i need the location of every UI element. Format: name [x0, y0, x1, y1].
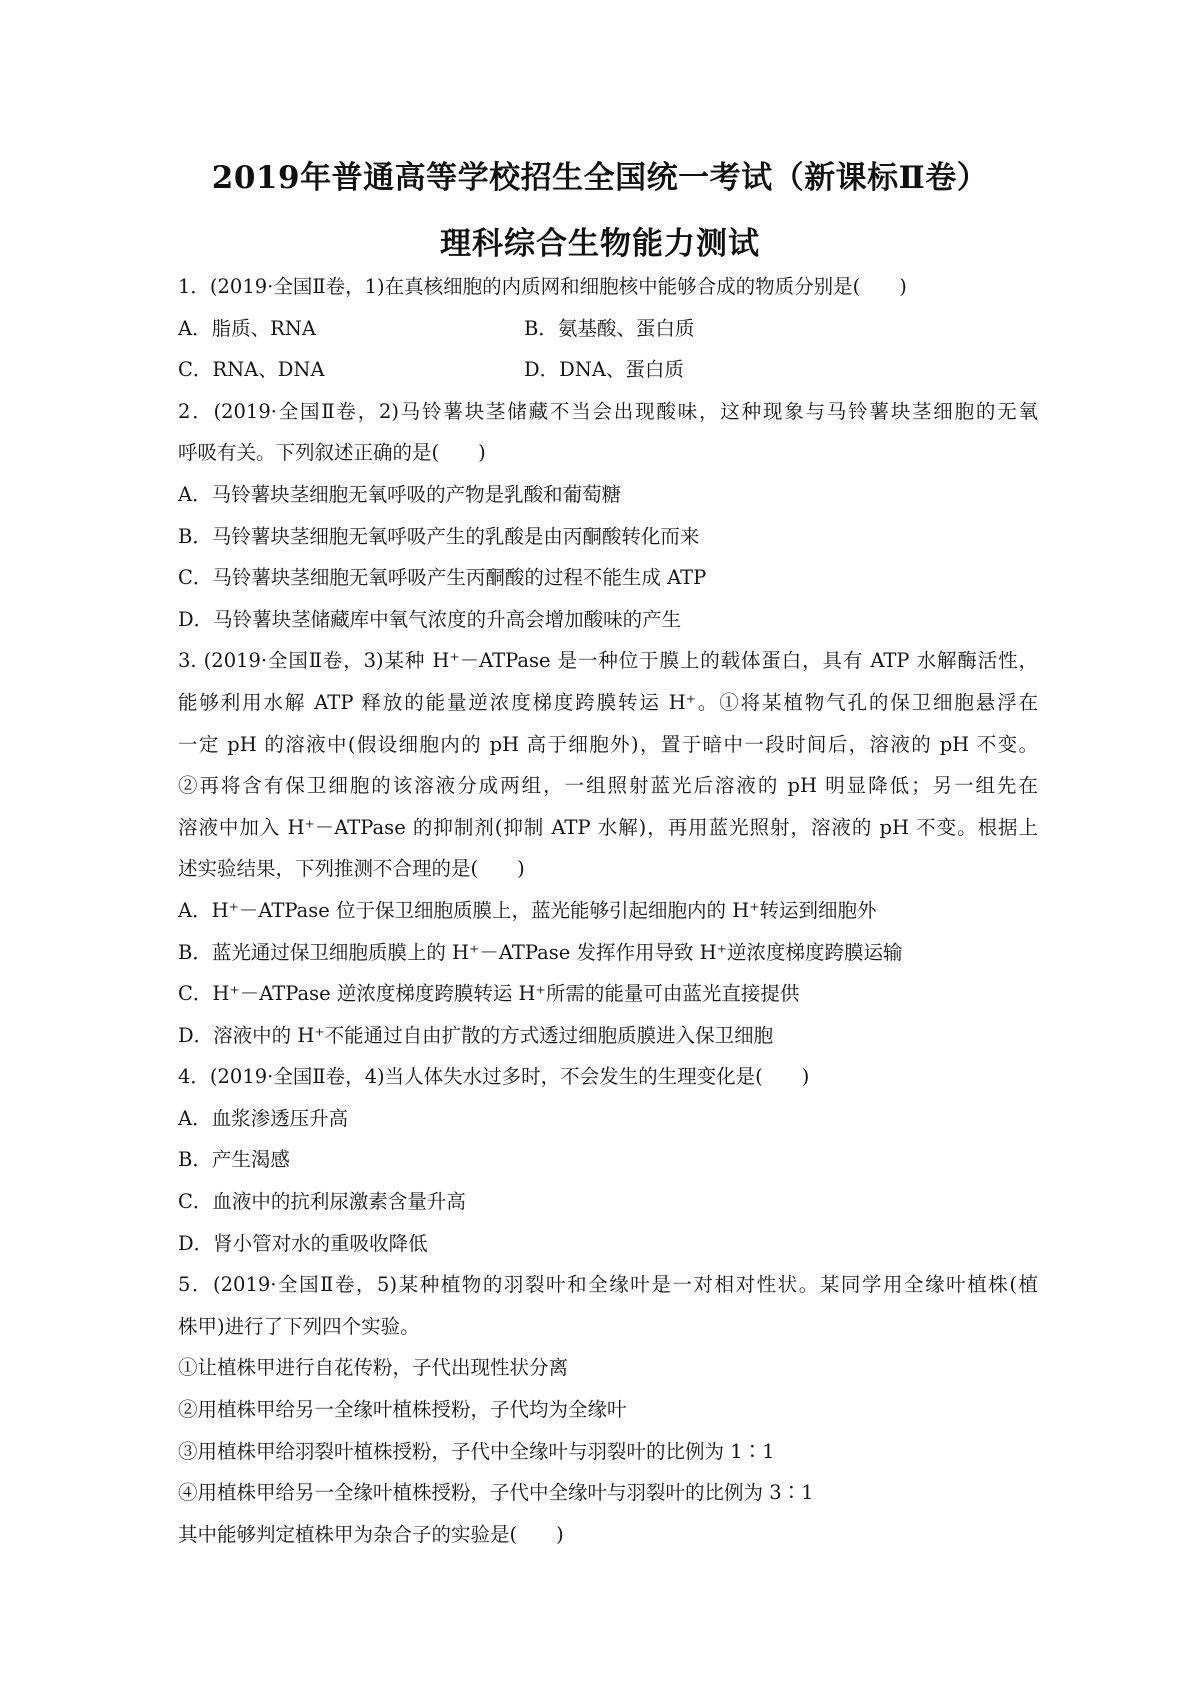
- q2-option-a: A．马铃薯块茎细胞无氧呼吸的产物是乳酸和葡萄糖: [178, 482, 622, 506]
- q2-option-d: D．马铃薯块茎储藏库中氧气浓度的升高会增加酸味的产生: [178, 607, 682, 631]
- q4-option-a: A．血浆渗透压升高: [178, 1106, 349, 1130]
- q5-stem-line-1: 5．(2019·全国Ⅱ卷，5)某种植物的羽裂叶和全缘叶是一对相对性状。某同学用全缘叶植株(植: [178, 1273, 1038, 1297]
- q4-stem: 4．(2019·全国Ⅱ卷，4)当人体失水过多时，不会发生的生理变化是( ): [178, 1065, 810, 1089]
- q5-experiment-1: ①让植株甲进行自花传粉，子代出现性状分离: [178, 1356, 569, 1380]
- q3-stem-line-4: ②再将含有保卫细胞的该溶液分成两组，一组照射蓝光后溶液的 pH 明显降低；另一组先在: [178, 774, 1038, 798]
- q1-option-c: C．RNA、DNA: [178, 358, 325, 382]
- q1-option-d: D．DNA、蛋白质: [524, 358, 684, 382]
- q4-option-c: C．血液中的抗利尿激素含量升高: [178, 1190, 466, 1214]
- q5-experiment-2: ②用植株甲给另一全缘叶植株授粉，子代均为全缘叶: [178, 1398, 627, 1422]
- q3-stem-line-3: 一定 pH 的溶液中(假设细胞内的 pH 高于细胞外)，置于暗中一段时间后，溶液的 pH 不变。: [178, 732, 1038, 756]
- q5-experiment-4: ④用植株甲给另一全缘叶植株授粉，子代中全缘叶与羽裂叶的比例为 3∶1: [178, 1481, 814, 1505]
- q4-option-b: B．产生渴感: [178, 1148, 290, 1172]
- q2-stem-line-2: 呼吸有关。下列叙述正确的是( ): [178, 441, 486, 465]
- q1-option-a: A．脂质、RNA: [178, 316, 316, 340]
- q4-option-d: D．肾小管对水的重吸收降低: [178, 1231, 428, 1255]
- q5-experiment-3: ③用植株甲给羽裂叶植株授粉，子代中全缘叶与羽裂叶的比例为 1∶1: [178, 1439, 775, 1463]
- exam-content: [178, 266, 1038, 1555]
- q5-stem-line-2: 株甲)进行了下列四个实验。: [178, 1314, 420, 1338]
- q3-option-c: C．H⁺－ATPase 逆浓度梯度跨膜转运 H⁺所需的能量可由蓝光直接提供: [178, 982, 800, 1006]
- q1-options-row-1: [178, 308, 1038, 350]
- q5-question: 其中能够判定植株甲为杂合子的实验是( ): [178, 1522, 564, 1546]
- q2-option-c: C．马铃薯块茎细胞无氧呼吸产生丙酮酸的过程不能生成 ATP: [178, 566, 707, 590]
- q3-stem-line-2: 能够利用水解 ATP 释放的能量逆浓度梯度跨膜转运 H⁺。①将某植物气孔的保卫细胞悬浮在: [178, 690, 1038, 714]
- q2-stem-line-1: 2．(2019·全国Ⅱ卷，2)马铃薯块茎储藏不当会出现酸味，这种现象与马铃薯块茎细胞的无氧: [178, 399, 1038, 423]
- q3-stem-line-5: 溶液中加入 H⁺－ATPase 的抑制剂(抑制 ATP 水解)，再用蓝光照射，溶液的 pH 不变。根据上: [178, 815, 1038, 839]
- exam-subtitle: 理科综合生物能力测试: [440, 226, 760, 262]
- q2-option-b: B．马铃薯块茎细胞无氧呼吸产生的乳酸是由丙酮酸转化而来: [178, 524, 700, 548]
- q1-option-b: B．氨基酸、蛋白质: [524, 316, 695, 340]
- q1-stem: 1．(2019·全国Ⅱ卷，1)在真核细胞的内质网和细胞核中能够合成的物质分别是( ): [178, 275, 907, 298]
- q3-stem-line-1: 3. (2019·全国Ⅱ卷，3)某种 H⁺－ATPase 是一种位于膜上的载体蛋白，具有 ATP 水解酶活性，: [178, 649, 1038, 673]
- q3-option-d: D．溶液中的 H⁺不能通过自由扩散的方式透过细胞质膜进入保卫细胞: [178, 1023, 774, 1047]
- q1-options-row-2: [178, 349, 1038, 391]
- q3-option-a: A．H⁺－ATPase 位于保卫细胞质膜上，蓝光能够引起细胞内的 H⁺转运到细胞外: [178, 898, 877, 922]
- q3-stem-line-6: 述实验结果，下列推测不合理的是( ): [178, 857, 525, 881]
- exam-title: 2019年普通高等学校招生全国统一考试（新课标Ⅱ卷）: [211, 160, 989, 196]
- q3-option-b: B．蓝光通过保卫细胞质膜上的 H⁺－ATPase 发挥作用导致 H⁺逆浓度梯度跨膜运输: [178, 940, 903, 964]
